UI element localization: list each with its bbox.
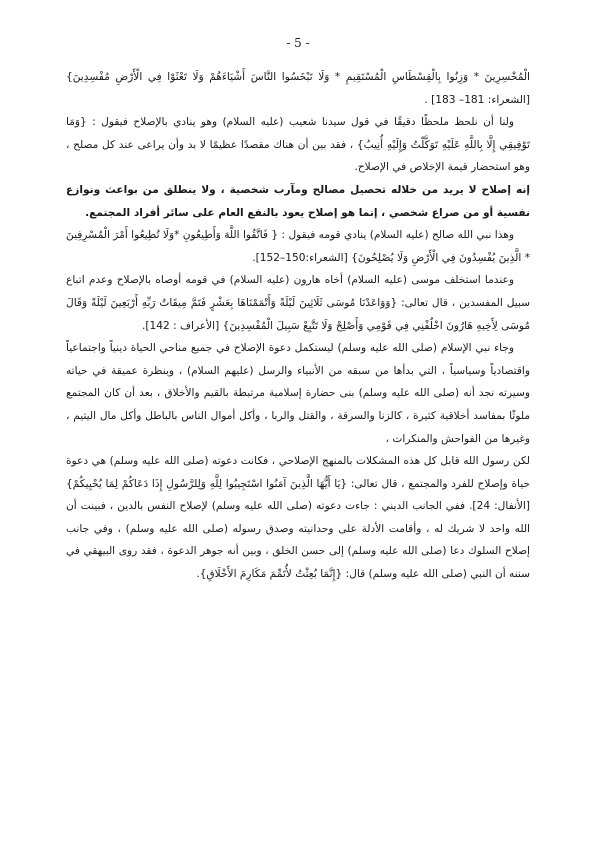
paragraph-quran-verse: الْمُخْسِرِينَ * وَزِنُوا بِالْقِسْطَاسِ الْمُسْتَقِيمِ * وَلَا تَبْخَسُوا النَّاسَ أَشْيَاءَهُمْ وَلَا تَعْثَوْا فِي الْأَرْضِ مُفْسِدِينَ} [الشعراء: 181– 183] . bbox=[66, 71, 530, 106]
paragraph-prophet-islam: وجاء نبي الإسلام (صلى الله عليه وسلم) ليستكمل دعوة الإصلاح في جميع مناحي الحياة دينياً واجتماعياً واقتصادياً وسياسياً ، التي بدأها من سبقه من الأنبياء والرسل (عليهم السلام) ، وبنظرة عميقة في حياته وسيرته نجد أنه (صلى الله عليه وسلم) بنى حضارة إسلامية مرتبطة بالقيم والأخلاق ، بعد أن كان المجتمع ملوثًا بمفاسد أخلاقية كثيرة ، كالزنا والسرقة ، والقتل والربا ، وأكل أموال الناس بالباطل وأكل مال اليتيم ، وغيرها من الفواحش والمنكرات ، bbox=[66, 342, 530, 445]
paragraph-musa-harun: وعندما استخلف موسى (عليه السلام) أخاه هارون (عليه السلام) في قومه أوصاه بالإصلاح وعدم اتباع سبيل المفسدين ، قال تعالى: {وَوَاعَدْنَا مُوسَى ثَلَاثِينَ لَيْلَةً وَأَتْمَمْنَاهَا بِعَشْرٍ فَتَمَّ مِيقَاتُ رَبِّهِ أَرْبَعِينَ لَيْلَةً وَقَالَ مُوسَى لِأَخِيهِ هَارُونَ اخْلُفْنِي فِي قَوْمِي وَأَصْلِحْ وَلَا تَتَّبِعْ سَبِيلَ الْمُفْسِدِينَ} [الأعراف : 142]. bbox=[66, 274, 530, 332]
paragraph-shuaib: ولنا أن نلحظ ملحظًا دقيقًا في قول سيدنا شعيب (عليه السلام) وهو ينادي بالإصلاح فيقول : {وَمَا تَوْفِيقِي إِلَّا بِاللَّهِ عَلَيْهِ تَوَكَّلْتُ وَإِلَيْهِ أُنِيبُ} ، فقد بين أن هناك مقصدًا عظيمًا لا بد وأن يراعى عند كل مصلح ، وهو استحضار قيمة الإخلاص في الإصلاح. bbox=[66, 116, 530, 174]
paragraph-sincere-reform: إنه إصلاح لا يريد من خلاله تحصيل مصالح ومآرب شخصية ، ولا ينطلق من بواعث ونوازع نفسية أو من صراع شخصي ، إنما هو إصلاح يعود بالنفع العام على سائر أفراد المجتمع. bbox=[66, 183, 530, 219]
page-number: - 5 - bbox=[286, 36, 310, 50]
document-body bbox=[66, 66, 530, 586]
paragraph-salih: وهذا نبي الله صالح (عليه السلام) ينادي قومه فيقول : { فَاتَّقُوا اللَّهَ وَأَطِيعُونِ *وَلَا تُطِيعُوا أَمْرَ الْمُسْرِفِينَ * الَّذِينَ يُفْسِدُونَ فِي الْأَرْضِ وَلَا يُصْلِحُونَ} [الشعراء:150–152]. bbox=[66, 229, 530, 264]
paragraph-prophet-reform-method: لكن رسول الله قابل كل هذه المشكلات بالمنهج الإصلاحي ، فكانت دعوته (صلى الله عليه وسلم) هي دعوة حياة وإصلاح للفرد والمجتمع ، قال تعالى: {يَا أَيُّهَا الَّذِينَ آمَنُوا اسْتَجِيبُوا لِلَّهِ وَلِلرَّسُولِ إِذَا دَعَاكُمْ لِمَا يُحْيِيكُمْ} [الأنفال: 24]. ففي الجانب الديني : جاءت دعوته (صلى الله عليه وسلم) لإصلاح النفس بالدين ، فبينت أن الله واحد لا شريك له ، وأقامت الأدلة على وحدانيته وصدق رسوله (صلى الله عليه وسلم) ، وفي جانب إصلاح السلوك دعا (صلى الله عليه وسلم) إلى حسن الخلق ، وبين أنه جوهر الدعوة ، فقد روى البيهقي في سننه أن النبي (صلى الله عليه وسلم) قال: {إِنَّمَا بُعِثْتُ لأُتَمِّمَ مَكَارِمَ الأَخْلَاقِ}. bbox=[66, 455, 530, 581]
